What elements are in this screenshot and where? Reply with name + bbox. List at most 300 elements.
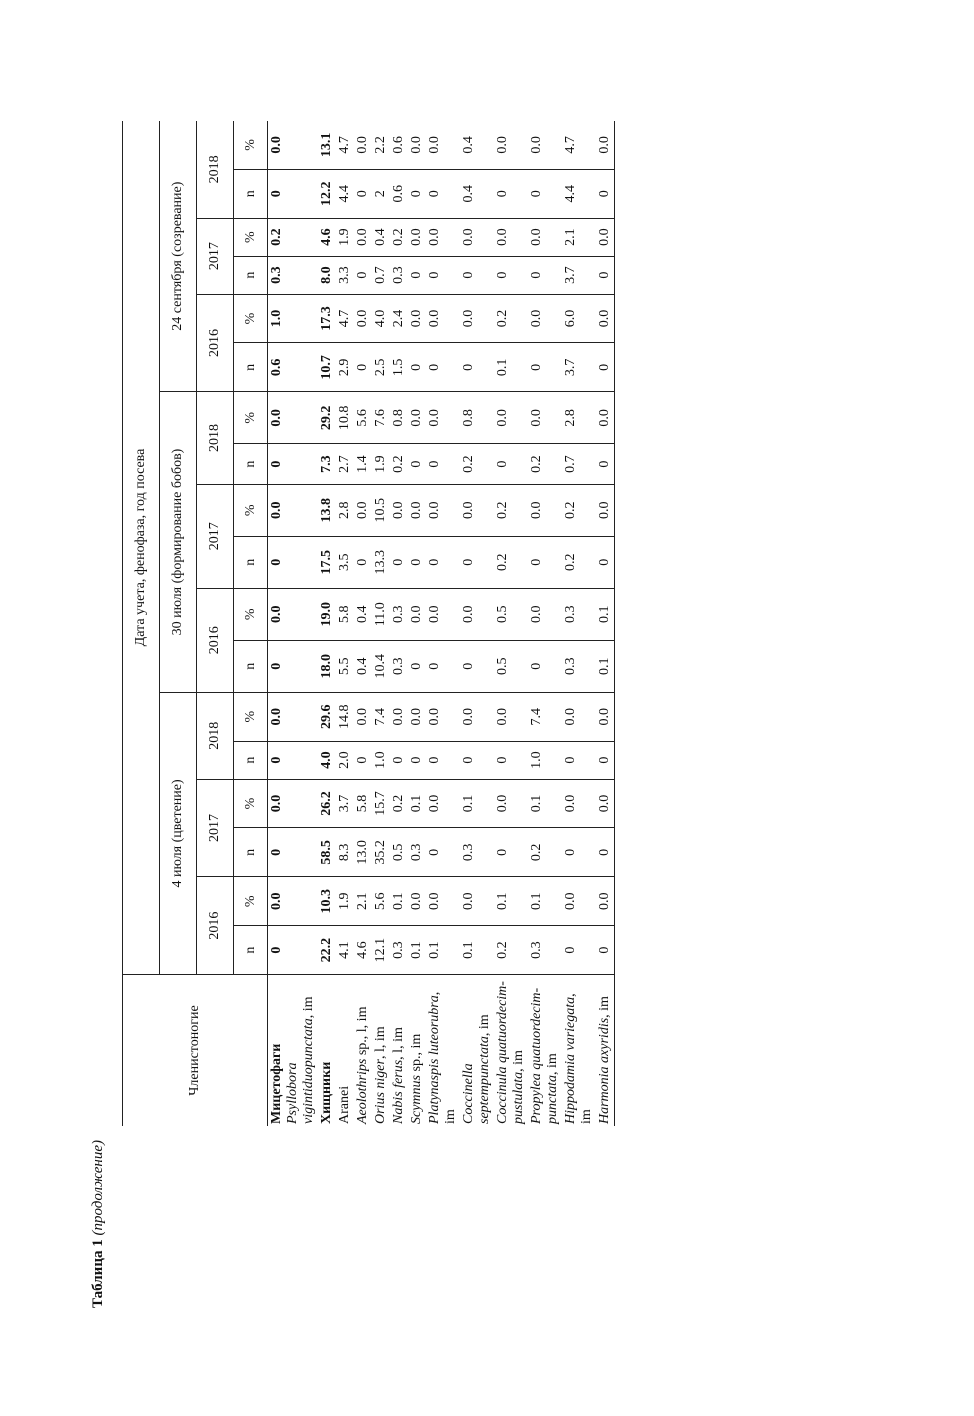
taxon-name	[268, 975, 319, 1127]
value-cell: 0.0	[460, 294, 494, 343]
value-cell: 2.2	[372, 121, 390, 169]
taxon-name	[460, 975, 494, 1127]
value-cell: 0.0	[426, 392, 460, 444]
taxon-label: Coccinella septempunctata	[461, 1036, 492, 1124]
value-cell: 0.0	[354, 294, 372, 343]
value-cell: 0	[596, 343, 615, 392]
value-cell: 0	[268, 169, 319, 218]
value-cell: 1.0	[268, 294, 319, 343]
value-cell: 7.4	[528, 692, 562, 741]
value-cell: 0.0	[528, 218, 562, 256]
taxon-label: Orius niger	[373, 1059, 388, 1124]
value-cell: 2.4	[390, 294, 408, 343]
year-header: 2018	[197, 121, 234, 218]
percent-header: %	[234, 588, 268, 640]
value-cell: 0.0	[426, 294, 460, 343]
value-cell: 0	[596, 444, 615, 484]
taxon-suffix: , im	[563, 993, 594, 1124]
value-cell: 0	[354, 536, 372, 588]
value-cell: 0	[528, 343, 562, 392]
taxon-suffix: , im	[427, 991, 458, 1124]
value-cell: 0.1	[390, 877, 408, 926]
value-cell: 4.1	[336, 926, 354, 975]
n-header: n	[234, 256, 268, 294]
table-body	[268, 121, 615, 1126]
value-cell: 0.0	[460, 218, 494, 256]
value-cell: 0.0	[268, 484, 319, 536]
value-cell: 0.2	[494, 536, 528, 588]
table-row	[426, 121, 460, 1126]
taxon-label: Harmonia axyridis	[597, 1017, 612, 1124]
value-cell: 0	[354, 169, 372, 218]
value-cell: 2.1	[562, 218, 596, 256]
value-cell: 0.2	[494, 294, 528, 343]
value-cell: 4.0	[372, 294, 390, 343]
percent-header: %	[234, 877, 268, 926]
taxon-suffix: sp., l, im	[355, 1006, 370, 1059]
value-cell: 0.2	[390, 779, 408, 828]
value-cell: 0.0	[268, 779, 319, 828]
value-cell: 0.0	[408, 877, 426, 926]
taxon-suffix: , im	[511, 1050, 526, 1072]
value-cell: 0.3	[390, 256, 408, 294]
value-cell: 0.2	[562, 536, 596, 588]
value-cell: 18.0	[318, 640, 336, 692]
value-cell: 1.0	[372, 741, 390, 779]
taxon-name	[318, 975, 336, 1127]
value-cell: 0.1	[528, 779, 562, 828]
value-cell: 0	[596, 169, 615, 218]
value-cell: 10.8	[336, 392, 354, 444]
value-cell: 0	[408, 741, 426, 779]
value-cell: 0.3	[390, 926, 408, 975]
arthropods-header: Членистоногие	[123, 975, 268, 1127]
value-cell: 0.2	[494, 484, 528, 536]
value-cell: 0.0	[426, 484, 460, 536]
taxon-label: Aeolothrips	[355, 1058, 370, 1124]
value-cell: 0.0	[460, 877, 494, 926]
value-cell: 0	[494, 256, 528, 294]
value-cell: 0.6	[390, 121, 408, 169]
n-header: n	[234, 926, 268, 975]
value-cell: 0.3	[268, 256, 319, 294]
value-cell: 1.9	[372, 444, 390, 484]
value-cell: 0	[268, 741, 319, 779]
value-cell: 35.2	[372, 828, 390, 877]
taxon-label: Propylea quatuordecim-punctata	[529, 987, 560, 1124]
value-cell: 0.0	[596, 218, 615, 256]
value-cell: 0.0	[426, 692, 460, 741]
value-cell: 0.0	[596, 779, 615, 828]
value-cell: 0.0	[268, 392, 319, 444]
caption-label: Таблица 1	[90, 1239, 106, 1308]
value-cell: 15.7	[372, 779, 390, 828]
value-cell: 0	[268, 444, 319, 484]
value-cell: 1.9	[336, 218, 354, 256]
value-cell: 0	[528, 640, 562, 692]
percent-header: %	[234, 692, 268, 741]
value-cell: 0.3	[562, 588, 596, 640]
value-cell: 10.7	[318, 343, 336, 392]
caption-note: (продолжение)	[90, 1139, 106, 1236]
value-cell: 29.2	[318, 392, 336, 444]
value-cell: 1.5	[390, 343, 408, 392]
value-cell: 4.7	[336, 121, 354, 169]
value-cell: 3.3	[336, 256, 354, 294]
value-cell: 0	[268, 926, 319, 975]
value-cell: 2.0	[336, 741, 354, 779]
value-cell: 0	[408, 169, 426, 218]
table-row	[528, 121, 562, 1126]
percent-header: %	[234, 392, 268, 444]
taxon-name	[562, 975, 596, 1127]
value-cell: 0	[460, 343, 494, 392]
value-cell: 0.0	[408, 121, 426, 169]
value-cell: 0.2	[494, 926, 528, 975]
value-cell: 0	[562, 741, 596, 779]
value-cell: 0	[494, 741, 528, 779]
table-caption	[90, 1140, 107, 1308]
value-cell: 0.0	[268, 121, 319, 169]
value-cell: 0.1	[596, 588, 615, 640]
value-cell: 0	[408, 256, 426, 294]
value-cell: 1.4	[354, 444, 372, 484]
value-cell: 14.8	[336, 692, 354, 741]
value-cell: 0	[408, 640, 426, 692]
value-cell: 7.3	[318, 444, 336, 484]
value-cell: 0	[562, 926, 596, 975]
value-cell: 0.4	[354, 588, 372, 640]
taxon-name	[372, 975, 390, 1127]
value-cell: 4.0	[318, 741, 336, 779]
year-header: 2016	[197, 877, 234, 975]
year-header: 2018	[197, 392, 234, 484]
value-cell: 0.1	[460, 926, 494, 975]
table-row	[408, 121, 426, 1126]
value-cell: 10.5	[372, 484, 390, 536]
value-cell: 0	[528, 169, 562, 218]
taxon-name	[596, 975, 615, 1127]
value-cell: 0.0	[596, 294, 615, 343]
year-header: 2017	[197, 779, 234, 877]
table-row	[354, 121, 372, 1126]
value-cell: 8.3	[336, 828, 354, 877]
value-cell: 0.5	[494, 588, 528, 640]
value-cell: 0.0	[354, 218, 372, 256]
n-header: n	[234, 828, 268, 877]
taxon-sub-suffix: , im	[301, 996, 316, 1019]
value-cell: 13.3	[372, 536, 390, 588]
value-cell: 5.6	[372, 877, 390, 926]
value-cell: 0	[426, 256, 460, 294]
value-cell: 0.0	[596, 692, 615, 741]
value-cell: 0.0	[494, 779, 528, 828]
value-cell: 58.5	[318, 828, 336, 877]
value-cell: 0.0	[426, 218, 460, 256]
value-cell: 0.1	[426, 926, 460, 975]
main-header: Дата учета, фенофаза, год посева	[123, 121, 160, 975]
value-cell: 0.0	[596, 121, 615, 169]
value-cell: 0	[460, 640, 494, 692]
n-header: n	[234, 169, 268, 218]
value-cell: 0	[494, 828, 528, 877]
taxon-name	[426, 975, 460, 1127]
taxon-label: Hippodamia variegata	[563, 996, 578, 1124]
value-cell: 0	[426, 640, 460, 692]
value-cell: 0.4	[372, 218, 390, 256]
value-cell: 5.8	[354, 779, 372, 828]
value-cell: 0.0	[562, 779, 596, 828]
value-cell: 0.1	[408, 779, 426, 828]
value-cell: 0	[426, 343, 460, 392]
value-cell: 6.0	[562, 294, 596, 343]
value-cell: 0	[528, 256, 562, 294]
taxon-name	[336, 975, 354, 1127]
value-cell: 0	[426, 828, 460, 877]
value-cell: 0	[528, 536, 562, 588]
value-cell: 17.3	[318, 294, 336, 343]
value-cell: 26.2	[318, 779, 336, 828]
value-cell: 0.0	[596, 877, 615, 926]
value-cell: 13.1	[318, 121, 336, 169]
value-cell: 0.0	[390, 692, 408, 741]
value-cell: 5.6	[354, 392, 372, 444]
value-cell: 0.1	[528, 877, 562, 926]
value-cell: 5.5	[336, 640, 354, 692]
taxon-suffix: , im	[597, 996, 612, 1018]
value-cell: 0	[460, 536, 494, 588]
n-header: n	[234, 444, 268, 484]
taxon-suffix: , im	[545, 1053, 560, 1075]
value-cell: 3.7	[336, 779, 354, 828]
value-cell: 29.6	[318, 692, 336, 741]
value-cell: 4.6	[354, 926, 372, 975]
value-cell: 2.1	[354, 877, 372, 926]
value-cell: 2	[372, 169, 390, 218]
value-cell: 0.0	[596, 484, 615, 536]
value-cell: 0	[596, 741, 615, 779]
taxon-label: Мицетофаги	[269, 1043, 284, 1124]
value-cell: 3.7	[562, 343, 596, 392]
value-cell: 0	[408, 343, 426, 392]
value-cell: 0	[596, 926, 615, 975]
value-cell: 0.6	[268, 343, 319, 392]
percent-header: %	[234, 294, 268, 343]
value-cell: 0.0	[460, 588, 494, 640]
value-cell: 0.0	[354, 692, 372, 741]
value-cell: 0.0	[354, 484, 372, 536]
value-cell: 0	[426, 741, 460, 779]
value-cell: 0.0	[460, 484, 494, 536]
value-cell: 0.1	[596, 640, 615, 692]
year-header: 2018	[197, 692, 234, 779]
value-cell: 4.4	[336, 169, 354, 218]
taxon-label: Coccinula quatuordecim-pustulata	[495, 981, 526, 1124]
year-header: 2017	[197, 484, 234, 588]
value-cell: 0.0	[460, 692, 494, 741]
value-cell: 0.1	[494, 877, 528, 926]
table-row	[372, 121, 390, 1126]
value-cell: 4.7	[336, 294, 354, 343]
value-cell: 0.0	[528, 484, 562, 536]
value-cell: 0	[460, 741, 494, 779]
value-cell: 0	[354, 256, 372, 294]
table-row	[390, 121, 408, 1126]
year-header: 2016	[197, 294, 234, 392]
value-cell: 0.3	[562, 640, 596, 692]
value-cell: 0.0	[390, 484, 408, 536]
value-cell: 11.0	[372, 588, 390, 640]
value-cell: 0.1	[494, 343, 528, 392]
value-cell: 0	[354, 741, 372, 779]
value-cell: 0.0	[528, 392, 562, 444]
value-cell: 0.0	[408, 294, 426, 343]
data-table	[122, 121, 615, 1126]
value-cell: 0.0	[562, 692, 596, 741]
value-cell: 0.3	[390, 588, 408, 640]
percent-header: %	[234, 218, 268, 256]
group-row	[268, 121, 319, 1126]
taxon-name	[390, 975, 408, 1127]
value-cell: 0.0	[268, 877, 319, 926]
value-cell: 0.4	[354, 640, 372, 692]
value-cell: 0	[268, 828, 319, 877]
value-cell: 0.0	[494, 218, 528, 256]
value-cell: 0	[390, 536, 408, 588]
value-cell: 3.5	[336, 536, 354, 588]
value-cell: 0	[426, 536, 460, 588]
value-cell: 0.3	[408, 828, 426, 877]
value-cell: 0.0	[494, 392, 528, 444]
value-cell: 19.0	[318, 588, 336, 640]
period-header-1: 4 июля (цветение)	[160, 692, 197, 974]
value-cell: 0.3	[460, 828, 494, 877]
value-cell: 0.0	[408, 218, 426, 256]
value-cell: 3.7	[562, 256, 596, 294]
value-cell: 2.8	[336, 484, 354, 536]
value-cell: 0.0	[426, 877, 460, 926]
value-cell: 0.0	[354, 121, 372, 169]
taxon-name	[408, 975, 426, 1127]
value-cell: 13.0	[354, 828, 372, 877]
value-cell: 0.1	[408, 926, 426, 975]
value-cell: 0	[268, 536, 319, 588]
value-cell: 0.0	[528, 294, 562, 343]
value-cell: 0	[268, 640, 319, 692]
value-cell: 0.0	[408, 484, 426, 536]
value-cell: 4.6	[318, 218, 336, 256]
value-cell: 22.2	[318, 926, 336, 975]
value-cell: 10.3	[318, 877, 336, 926]
value-cell: 0.0	[528, 121, 562, 169]
value-cell: 0.2	[562, 484, 596, 536]
taxon-suffix: , l, im	[391, 1027, 406, 1060]
value-cell: 0.0	[408, 692, 426, 741]
value-cell: 2.9	[336, 343, 354, 392]
value-cell: 2.5	[372, 343, 390, 392]
value-cell: 0.8	[390, 392, 408, 444]
table-row	[596, 121, 615, 1126]
value-cell: 0.3	[390, 640, 408, 692]
value-cell: 0.0	[408, 588, 426, 640]
value-cell: 0.1	[460, 779, 494, 828]
value-cell: 0.0	[426, 121, 460, 169]
table-row	[460, 121, 494, 1126]
value-cell: 0	[494, 169, 528, 218]
taxon-suffix: sp., im	[409, 1033, 424, 1075]
value-cell: 0	[596, 256, 615, 294]
value-cell: 7.4	[372, 692, 390, 741]
value-cell: 0.2	[390, 444, 408, 484]
n-header: n	[234, 536, 268, 588]
taxon-name	[354, 975, 372, 1127]
value-cell: 0	[562, 828, 596, 877]
taxon-name	[528, 975, 562, 1127]
group-row	[318, 121, 336, 1126]
year-header: 2017	[197, 218, 234, 294]
taxon-label: Platynaspis luteorubra	[427, 995, 442, 1124]
value-cell: 0.7	[562, 444, 596, 484]
value-cell: 0	[460, 256, 494, 294]
value-cell: 0	[408, 444, 426, 484]
value-cell: 1.9	[336, 877, 354, 926]
value-cell: 12.1	[372, 926, 390, 975]
value-cell: 0.5	[390, 828, 408, 877]
taxon-label: Scymnus	[409, 1075, 424, 1124]
value-cell: 0.0	[528, 588, 562, 640]
value-cell: 0.0	[494, 121, 528, 169]
value-cell: 0.0	[268, 588, 319, 640]
value-cell: 0.0	[596, 392, 615, 444]
value-cell: 0.7	[372, 256, 390, 294]
value-cell: 8.0	[318, 256, 336, 294]
value-cell: 0.0	[562, 877, 596, 926]
value-cell: 0	[390, 741, 408, 779]
value-cell: 17.5	[318, 536, 336, 588]
value-cell: 0.2	[528, 444, 562, 484]
value-cell: 0.6	[390, 169, 408, 218]
value-cell: 0.3	[528, 926, 562, 975]
value-cell: 0.0	[408, 392, 426, 444]
value-cell: 13.8	[318, 484, 336, 536]
value-cell: 0.2	[390, 218, 408, 256]
value-cell: 7.6	[372, 392, 390, 444]
period-header-2: 30 июля (формирование бобов)	[160, 392, 197, 692]
percent-header: %	[234, 779, 268, 828]
value-cell: 0.4	[460, 169, 494, 218]
value-cell: 0.2	[528, 828, 562, 877]
taxon-label: Aranei	[337, 1085, 352, 1124]
taxon-suffix: , im	[477, 1014, 492, 1037]
year-header: 2016	[197, 588, 234, 692]
taxon-label: Хищники	[319, 1061, 334, 1124]
value-cell: 0	[354, 343, 372, 392]
value-cell: 0.4	[460, 121, 494, 169]
taxon-name	[494, 975, 528, 1127]
taxon-suffix: , l, im	[373, 1026, 388, 1060]
table-row	[336, 121, 354, 1126]
value-cell: 0.0	[426, 779, 460, 828]
period-header-3: 24 сентября (созревание)	[160, 121, 197, 392]
value-cell: 0.2	[460, 444, 494, 484]
value-cell: 0	[596, 828, 615, 877]
value-cell: 1.0	[528, 741, 562, 779]
value-cell: 0	[596, 536, 615, 588]
n-header: n	[234, 343, 268, 392]
value-cell: 12.2	[318, 169, 336, 218]
percent-header: %	[234, 121, 268, 169]
value-cell: 0	[426, 444, 460, 484]
